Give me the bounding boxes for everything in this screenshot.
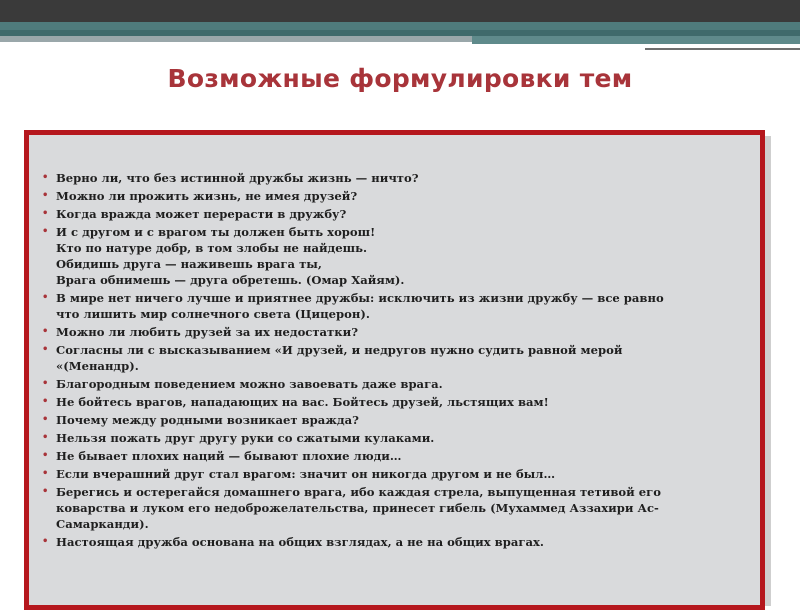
bullet-icon: • xyxy=(42,326,49,337)
topic-list xyxy=(42,170,747,552)
list-item-text: Берегись и остерегайся домашнего врага, ибо каждая стрела, выпущенная тетивой его xyxy=(56,485,661,499)
list-item xyxy=(42,430,747,446)
list-item-text: Нельзя пожать друг другу руки со сжатыми кулаками. xyxy=(56,431,435,445)
bullet-icon: • xyxy=(42,292,49,303)
list-item xyxy=(42,484,747,532)
bullet-icon: • xyxy=(42,486,49,497)
list-item-text: Почему между родными возникает вражда? xyxy=(56,413,359,427)
bullet-icon: • xyxy=(42,450,49,461)
list-item xyxy=(42,376,747,392)
list-item-text: В мире нет ничего лучше и приятнее дружбы: исключить из жизни дружбу — все равно xyxy=(56,291,664,305)
list-item xyxy=(42,188,747,204)
bullet-icon: • xyxy=(42,536,49,547)
list-item-text: «(Менандр). xyxy=(56,359,139,373)
header-teal-strip xyxy=(472,36,800,44)
list-item xyxy=(42,224,747,288)
list-item-text: Можно ли любить друзей за их недостатки? xyxy=(56,325,359,339)
list-item xyxy=(42,394,747,410)
list-item xyxy=(42,324,747,340)
list-item-text: Можно ли прожить жизнь, не имея друзей? xyxy=(56,189,358,203)
list-item-text: что лишить мир солнечного света (Цицерон). xyxy=(56,307,370,321)
list-item-text: Врага обнимешь — друга обретешь. (Омар Хайям). xyxy=(56,273,405,287)
list-item-text: Когда вражда может перерасти в дружбу? xyxy=(56,207,347,221)
list-item-text: Настоящая дружба основана на общих взглядах, а не на общих врагах. xyxy=(56,535,544,549)
bullet-icon: • xyxy=(42,226,49,237)
bullet-icon: • xyxy=(42,414,49,425)
bullet-icon: • xyxy=(42,396,49,407)
list-item-text: Не бывает плохих наций — бывают плохие люди… xyxy=(56,449,402,463)
list-item xyxy=(42,206,747,222)
bullet-icon: • xyxy=(42,172,49,183)
bullet-icon: • xyxy=(42,468,49,479)
list-item-text: Кто по натуре добр, в том злобы не найдешь. xyxy=(56,241,368,255)
list-item xyxy=(42,412,747,428)
list-item-text: Не бойтесь врагов, нападающих на вас. Бойтесь друзей, льстящих вам! xyxy=(56,395,549,409)
bullet-icon: • xyxy=(42,378,49,389)
header-dark-bar xyxy=(0,0,800,22)
bullet-icon: • xyxy=(42,344,49,355)
bullet-icon: • xyxy=(42,432,49,443)
list-item-text: коварства и луком его недоброжелательства, принесет гибель (Мухаммед Аззахири Ас- xyxy=(56,501,659,515)
list-item-text: Обидишь друга — наживешь врага ты, xyxy=(56,257,322,271)
list-item-text: Согласны ли с высказыванием «И друзей, и недругов нужно судить равной мерой xyxy=(56,343,623,357)
list-item xyxy=(42,534,747,550)
bullet-icon: • xyxy=(42,208,49,219)
list-item-text: И с другом и с врагом ты должен быть хорош! xyxy=(56,225,376,239)
list-item xyxy=(42,448,747,464)
list-item xyxy=(42,342,747,374)
header-thin-line xyxy=(645,48,800,50)
list-item xyxy=(42,466,747,482)
list-item-text: Верно ли, что без истинной дружбы жизнь — ничто? xyxy=(56,171,419,185)
header-gray-strip xyxy=(0,36,472,42)
list-item-text: Самарканди). xyxy=(56,517,149,531)
list-item xyxy=(42,290,747,322)
list-item-text: Благородным поведением можно завоевать даже врага. xyxy=(56,377,443,391)
slide-title: Возможные формулировки тем xyxy=(167,64,633,93)
bullet-icon: • xyxy=(42,190,49,201)
list-item-text: Если вчерашний друг стал врагом: значит он никогда другом и не был… xyxy=(56,467,556,481)
list-item xyxy=(42,170,747,186)
